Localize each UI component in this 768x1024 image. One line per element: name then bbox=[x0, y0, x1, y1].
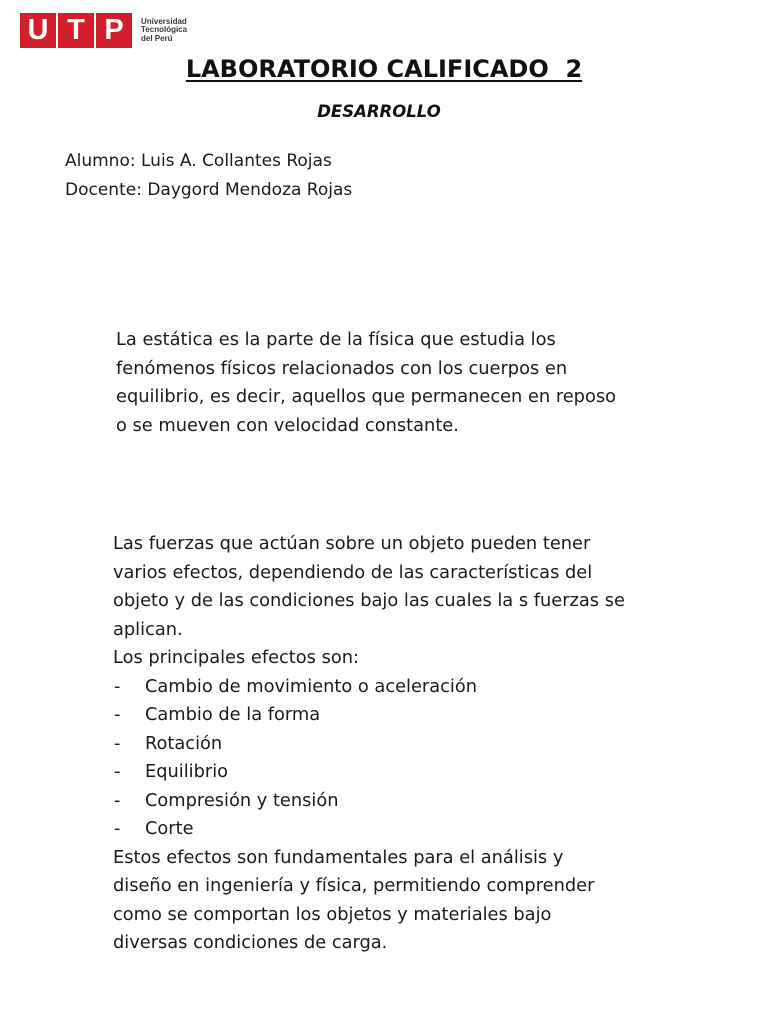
bullet-dash: - bbox=[114, 704, 121, 725]
logo-letter-t: T bbox=[58, 13, 94, 48]
list-item-text: Equilibrio bbox=[145, 761, 229, 782]
logo-letters bbox=[20, 13, 132, 48]
logo-letter-u: U bbox=[20, 13, 56, 48]
paragraph-line: como se comportan los objetos y materiales bajo bbox=[113, 903, 552, 925]
list-item-text: Cambio de la forma bbox=[145, 704, 321, 725]
logo-university-name bbox=[141, 18, 187, 44]
student-line: Alumno: Luis A. Collantes Rojas bbox=[65, 151, 332, 171]
author-info bbox=[65, 147, 352, 204]
utp-logo bbox=[20, 13, 187, 48]
force-effects-section bbox=[113, 530, 723, 958]
list-item-text: Rotación bbox=[145, 732, 223, 754]
paragraph-line: o se mueven con velocidad constante. bbox=[116, 414, 459, 436]
bullet-dash: - bbox=[114, 761, 121, 782]
effects-list bbox=[113, 673, 723, 844]
list-item bbox=[113, 758, 723, 787]
paragraph-line: fenómenos físicos relacionados con los cuerpos en bbox=[116, 357, 568, 379]
list-item bbox=[113, 673, 723, 702]
logo-text-line: Universidad bbox=[141, 16, 187, 26]
paragraph-line: La estática es la parte de la física que estudia los bbox=[116, 329, 556, 350]
list-item bbox=[113, 787, 723, 816]
logo-text-line: del Perú bbox=[141, 33, 173, 43]
document-subtitle: DESARROLLO bbox=[317, 102, 441, 121]
document-title: LABORATORIO CALIFICADO 2 bbox=[185, 55, 583, 83]
paragraph-line: diseño en ingeniería y física, permitiendo comprender bbox=[113, 875, 595, 896]
bullet-dash: - bbox=[114, 675, 121, 697]
paragraph-line: aplican. bbox=[113, 618, 183, 640]
logo-text-line: Tecnológica bbox=[141, 25, 188, 35]
teacher-line: Docente: Daygord Mendoza Rojas bbox=[65, 179, 353, 200]
paragraph-line: diversas condiciones de carga. bbox=[113, 932, 388, 953]
paragraph-line: equilibrio, es decir, aquellos que permanecen en reposo bbox=[116, 386, 616, 407]
list-item-text: Corte bbox=[145, 818, 194, 839]
logo-letter-p: P bbox=[96, 13, 132, 48]
bullet-dash: - bbox=[114, 818, 121, 839]
paragraph-line: Estos efectos son fundamentales para el análisis y bbox=[113, 846, 564, 868]
list-item-text: Cambio de movimiento o aceleración bbox=[145, 675, 478, 697]
list-item bbox=[113, 815, 723, 844]
bullet-dash: - bbox=[114, 732, 121, 754]
bullet-dash: - bbox=[114, 789, 121, 811]
paragraph-line: objeto y de las condiciones bajo las cuales la s fuerzas se bbox=[113, 590, 625, 611]
list-item bbox=[113, 730, 723, 759]
statics-definition-paragraph bbox=[116, 326, 716, 440]
paragraph-line: varios efectos, dependiendo de las características del bbox=[113, 561, 593, 583]
list-item-text: Compresión y tensión bbox=[145, 789, 339, 811]
paragraph-line: Las fuerzas que actúan sobre un objeto pueden tener bbox=[113, 533, 591, 554]
list-intro: Los principales efectos son: bbox=[113, 647, 359, 668]
list-item bbox=[113, 701, 723, 730]
